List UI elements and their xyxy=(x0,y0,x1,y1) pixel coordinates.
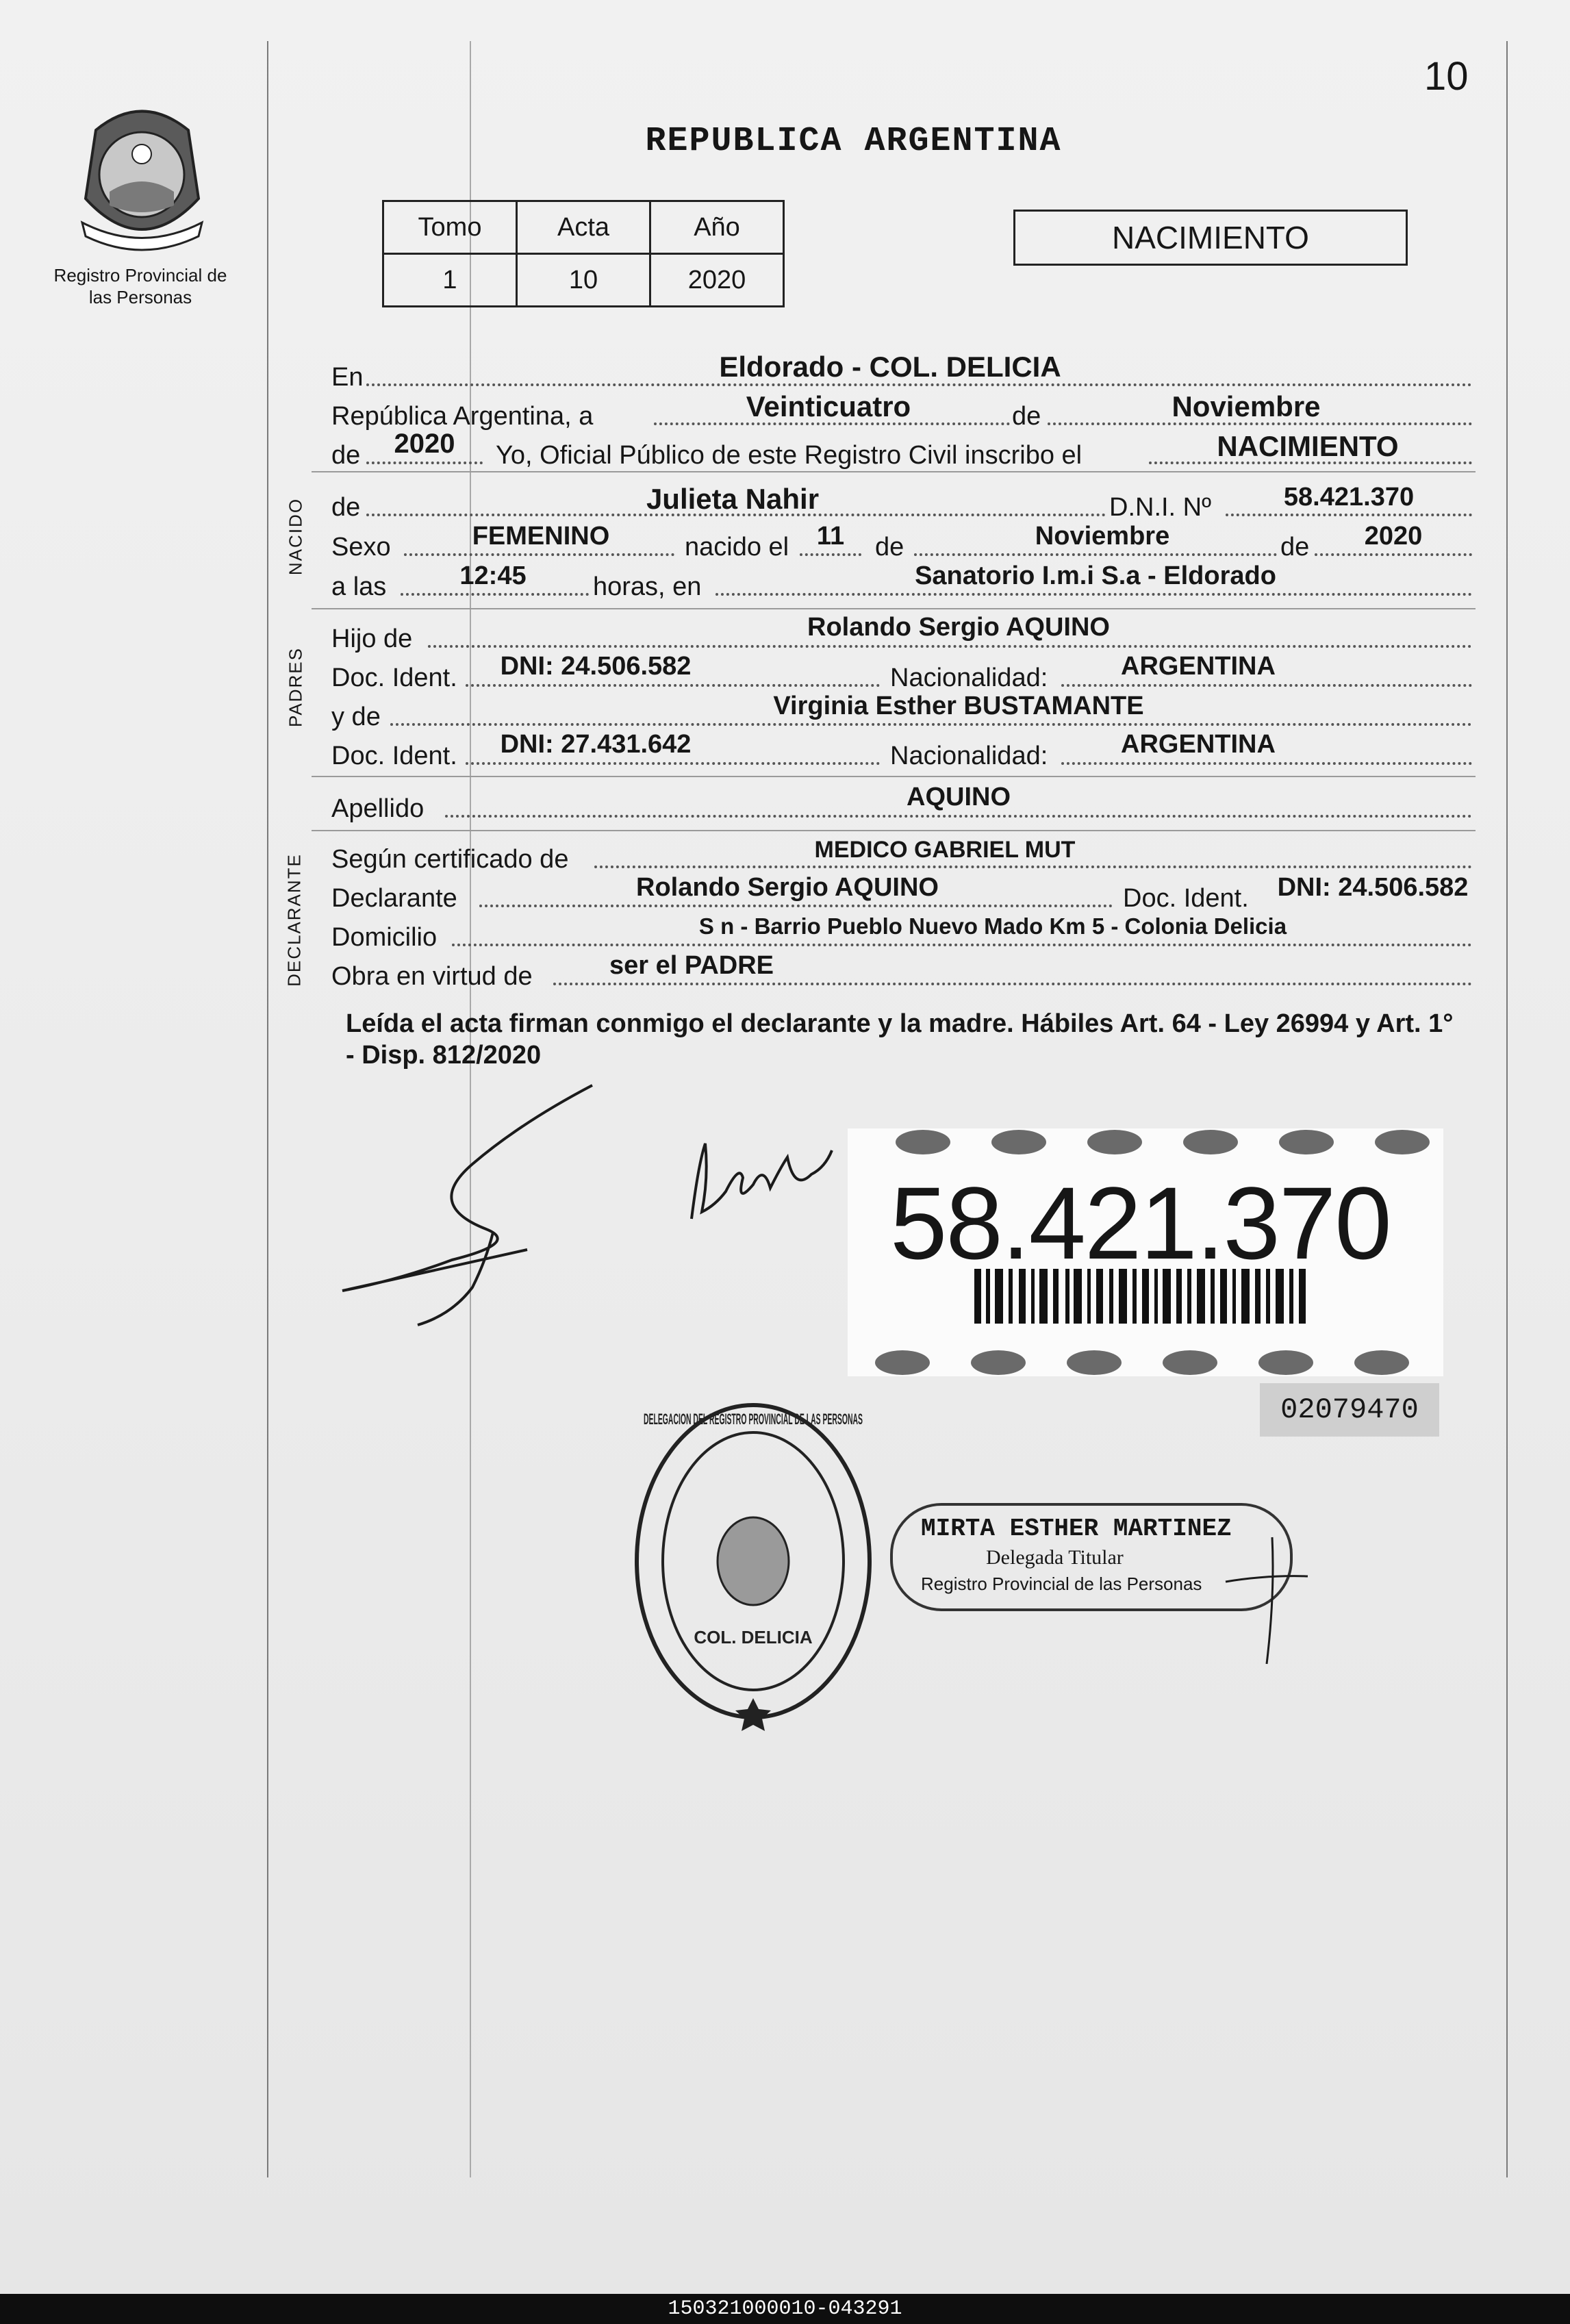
official-signature xyxy=(1219,1534,1315,1671)
registry-table xyxy=(382,200,785,307)
child-name-value: Julieta Nahir xyxy=(646,483,820,515)
delegada-role: Delegada Titular xyxy=(986,1546,1124,1569)
separator xyxy=(312,830,1476,831)
birth-time-value: 12:45 xyxy=(459,561,527,590)
father-name-value: Rolando Sergio AQUINO xyxy=(807,613,1110,642)
dots xyxy=(716,593,1472,596)
logo-caption: Registro Provincial de las Personas xyxy=(53,265,227,307)
barcode-serial: 02079470 xyxy=(1260,1383,1439,1437)
dots xyxy=(914,553,1277,556)
birth-month-value: Noviembre xyxy=(1035,522,1170,551)
apellido-label: Apellido xyxy=(331,794,425,823)
dots xyxy=(1061,762,1472,765)
section-label-declarante: DECLARANTE xyxy=(283,853,305,987)
separator xyxy=(312,776,1476,777)
separator xyxy=(312,608,1476,609)
place-value: Eldorado - COL. DELICIA xyxy=(719,351,1061,383)
dots xyxy=(428,645,1472,648)
declarante-value: Rolando Sergio AQUINO xyxy=(636,873,939,902)
seal-top-text: DELEGACION DEL REGISTRO PROVINCIAL DE LAS PERSONAS xyxy=(644,1411,863,1428)
nacido-de-label: de xyxy=(331,493,361,522)
dots xyxy=(401,593,589,596)
tomo-value: 1 xyxy=(383,254,517,307)
declarante-signature xyxy=(315,1082,630,1328)
birth-day-value: 11 xyxy=(816,522,845,551)
dots xyxy=(390,723,1472,726)
nacido-el-label: nacido el xyxy=(685,533,789,561)
domicilio-value: S n - Barrio Pueblo Nuevo Mado Km 5 - Colonia Delicia xyxy=(698,913,1287,939)
delegada-registry: Registro Provincial de las Personas xyxy=(921,1574,1202,1594)
act-type-box: NACIMIENTO xyxy=(1013,210,1408,266)
dots xyxy=(445,815,1472,818)
dots xyxy=(466,762,880,765)
left-margin-line xyxy=(267,41,268,2177)
father-doc-label: Doc. Ident. xyxy=(331,664,457,692)
obra-label: Obra en virtud de xyxy=(331,962,533,991)
province-logo xyxy=(68,96,216,253)
dots xyxy=(366,462,483,464)
section-label-padres: PADRES xyxy=(285,647,306,727)
a-las-label: a las xyxy=(331,572,387,601)
de-label: de xyxy=(875,533,904,561)
dots xyxy=(1226,514,1472,516)
en-label: En xyxy=(331,363,364,392)
country-label: República Argentina, a xyxy=(331,402,594,431)
mother-nat-label: Nacionalidad: xyxy=(890,742,1048,770)
act-value: NACIMIENTO xyxy=(1217,430,1399,462)
barcode-number: 58.421.370 xyxy=(890,1165,1391,1280)
inscribo-text: Yo, Oficial Público de este Registro Civil inscribo el xyxy=(496,441,1082,470)
year-value: 2020 xyxy=(394,429,455,459)
de-label: de xyxy=(1280,533,1310,561)
day-text-value: Veinticuatro xyxy=(746,390,911,422)
apellido-value: AQUINO xyxy=(907,783,1011,811)
birth-place-value: Sanatorio I.m.i S.a - Eldorado xyxy=(915,561,1276,590)
tomo-header: Tomo xyxy=(383,201,517,254)
dots xyxy=(466,684,880,687)
mother-doc-value: DNI: 27.431.642 xyxy=(500,730,692,759)
ano-value: 2020 xyxy=(650,254,784,307)
seal-bottom-text: COL. DELICIA xyxy=(694,1627,813,1647)
dots xyxy=(1315,553,1472,556)
de2-label: de xyxy=(331,441,361,470)
acta-value: 10 xyxy=(517,254,650,307)
separator xyxy=(312,471,1476,472)
dni-label: D.N.I. Nº xyxy=(1109,493,1211,522)
mother-nat-value: ARGENTINA xyxy=(1121,730,1276,759)
sexo-label: Sexo xyxy=(331,533,391,561)
child-dni-value: 58.421.370 xyxy=(1283,483,1415,511)
cert-label: Según certificado de xyxy=(331,845,569,874)
document-title: REPUBLICA ARGENTINA xyxy=(645,122,1062,161)
domicilio-label: Domicilio xyxy=(331,923,438,952)
horas-label: horas, en xyxy=(593,572,702,601)
mother-doc-label: Doc. Ident. xyxy=(331,742,457,770)
dots xyxy=(404,553,674,556)
right-margin-line xyxy=(1506,41,1508,2177)
dots xyxy=(479,905,1113,907)
dots xyxy=(366,383,1472,386)
section-label-nacido: NACIDO xyxy=(285,497,306,576)
month-value: Noviembre xyxy=(1172,390,1321,422)
declarante-label: Declarante xyxy=(331,884,457,913)
delegation-seal xyxy=(630,1397,876,1726)
ano-header: Año xyxy=(650,201,784,254)
dots xyxy=(452,944,1472,946)
dots xyxy=(800,553,861,556)
mother-name-value: Virginia Esther BUSTAMANTE xyxy=(773,692,1144,720)
y-de-label: y de xyxy=(331,703,381,731)
dots xyxy=(594,866,1472,868)
hijo-de-label: Hijo de xyxy=(331,624,413,653)
birth-year-value: 2020 xyxy=(1364,522,1423,551)
father-doc-value: DNI: 24.506.582 xyxy=(500,652,692,681)
footer-code: 150321000010-043291 xyxy=(0,2294,1570,2324)
declarante-doc-label: Doc. Ident. xyxy=(1123,884,1249,913)
declarante-doc-value: DNI: 24.506.582 xyxy=(1277,873,1469,902)
father-nat-label: Nacionalidad: xyxy=(890,664,1048,692)
dots xyxy=(1061,684,1472,687)
dots xyxy=(553,983,1472,985)
de-label: de xyxy=(1012,402,1041,431)
father-nat-value: ARGENTINA xyxy=(1121,652,1276,681)
delegada-name: MIRTA ESTHER MARTINEZ xyxy=(921,1515,1232,1543)
sexo-value: FEMENINO xyxy=(472,522,610,551)
obra-value: ser el PADRE xyxy=(609,951,774,980)
closing-text: Leída el acta firman conmigo el declarante y la madre. Hábiles Art. 64 - Ley 26994 y Art. 1° - Disp. 812/2020 xyxy=(346,1009,1454,1070)
mother-signature xyxy=(678,1137,842,1233)
cert-value: MEDICO GABRIEL MUT xyxy=(814,837,1076,863)
acta-header: Acta xyxy=(517,201,650,254)
page-number: 10 xyxy=(1424,54,1469,99)
